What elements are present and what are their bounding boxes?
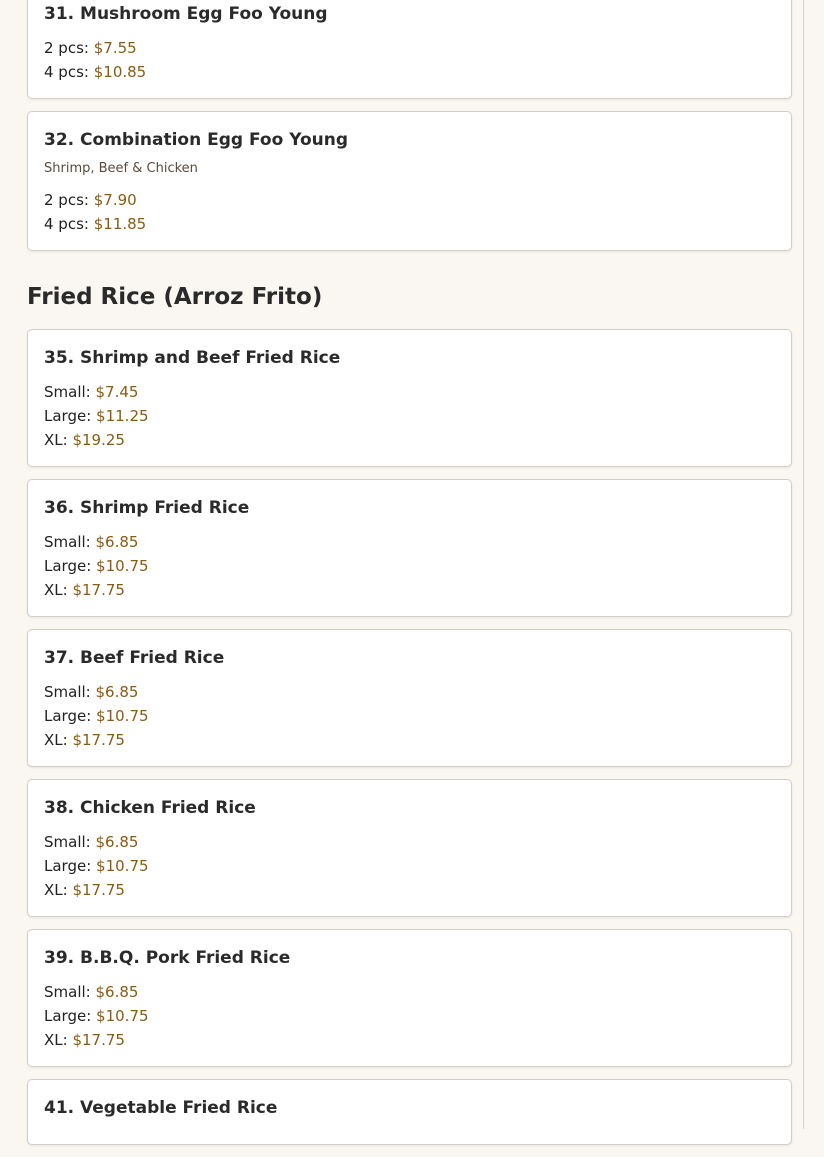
section-heading: Fried Rice (Arroz Frito) — [27, 284, 323, 310]
menu-item-title: 32. Combination Egg Foo Young — [44, 130, 348, 150]
menu-item-title: 36. Shrimp Fried Rice — [44, 498, 250, 518]
price-row — [44, 530, 775, 554]
price-row — [44, 728, 775, 752]
price-label: Large: — [44, 857, 92, 875]
price-row — [44, 554, 775, 578]
menu-item-description: Shrimp, Beef & Chicken — [44, 161, 198, 176]
menu-item-card[interactable] — [27, 929, 792, 1067]
menu-item-card[interactable] — [27, 779, 792, 917]
section-egg-foo-young — [27, 0, 792, 251]
price-label: XL: — [44, 881, 68, 899]
section-fried-rice — [27, 281, 792, 1145]
price-label: Small: — [44, 983, 91, 1001]
price-row — [44, 1028, 775, 1052]
price-value: $7.90 — [93, 191, 137, 209]
price-value: $10.75 — [96, 857, 149, 875]
menu-item-card[interactable] — [27, 111, 792, 251]
menu-item-title: 39. B.B.Q. Pork Fried Rice — [44, 948, 291, 968]
price-label: XL: — [44, 731, 68, 749]
price-value: $11.85 — [93, 215, 147, 233]
price-label: XL: — [44, 1031, 68, 1049]
price-row — [44, 36, 775, 60]
price-row — [44, 980, 775, 1004]
price-label: XL: — [44, 581, 68, 599]
price-label: Small: — [44, 533, 91, 551]
price-row — [44, 704, 775, 728]
menu-page — [27, 0, 792, 1157]
price-row — [44, 212, 775, 236]
menu-item-title: 38. Chicken Fried Rice — [44, 798, 256, 818]
page-right-border — [803, 0, 804, 1129]
price-value: $10.75 — [96, 707, 149, 725]
menu-item-card[interactable] — [27, 0, 792, 99]
price-value: $19.25 — [72, 431, 125, 449]
price-value: $6.85 — [95, 533, 139, 551]
price-label: 2 pcs: — [44, 39, 89, 57]
price-value: $7.45 — [95, 383, 139, 401]
menu-item-card[interactable] — [27, 479, 792, 617]
price-value: $6.85 — [95, 683, 139, 701]
price-label: 4 pcs: — [44, 63, 89, 81]
price-row — [44, 428, 775, 452]
price-value: $10.75 — [96, 557, 149, 575]
price-value: $6.85 — [95, 983, 139, 1001]
price-row — [44, 680, 775, 704]
price-value: $17.75 — [72, 731, 125, 749]
price-row — [44, 578, 775, 602]
price-label: Large: — [44, 557, 92, 575]
price-label: XL: — [44, 431, 68, 449]
price-value: $17.75 — [72, 581, 125, 599]
price-label: Small: — [44, 383, 91, 401]
price-row — [44, 854, 775, 878]
price-value: $6.85 — [95, 833, 139, 851]
price-row — [44, 380, 775, 404]
price-row — [44, 60, 775, 84]
menu-item-title: 37. Beef Fried Rice — [44, 648, 225, 668]
price-row — [44, 878, 775, 902]
price-label: Large: — [44, 1007, 92, 1025]
price-label: Small: — [44, 683, 91, 701]
price-value: $10.75 — [96, 1007, 149, 1025]
price-label: Large: — [44, 407, 92, 425]
menu-item-title: 35. Shrimp and Beef Fried Rice — [44, 348, 341, 368]
price-value: $17.75 — [72, 1031, 125, 1049]
price-label: Large: — [44, 707, 92, 725]
price-row — [44, 830, 775, 854]
price-value: $7.55 — [93, 39, 137, 57]
menu-item-card[interactable] — [27, 629, 792, 767]
menu-item-title: 31. Mushroom Egg Foo Young — [44, 4, 328, 24]
price-value: $17.75 — [72, 881, 125, 899]
price-label: 4 pcs: — [44, 215, 89, 233]
menu-item-title: 41. Vegetable Fried Rice — [44, 1098, 278, 1118]
price-value: $10.85 — [93, 63, 147, 81]
price-row — [44, 404, 775, 428]
menu-item-card[interactable] — [27, 329, 792, 467]
price-label: Small: — [44, 833, 91, 851]
menu-item-card[interactable] — [27, 1079, 792, 1145]
price-row — [44, 1004, 775, 1028]
price-row — [44, 188, 775, 212]
price-label: 2 pcs: — [44, 191, 89, 209]
price-value: $11.25 — [96, 407, 149, 425]
